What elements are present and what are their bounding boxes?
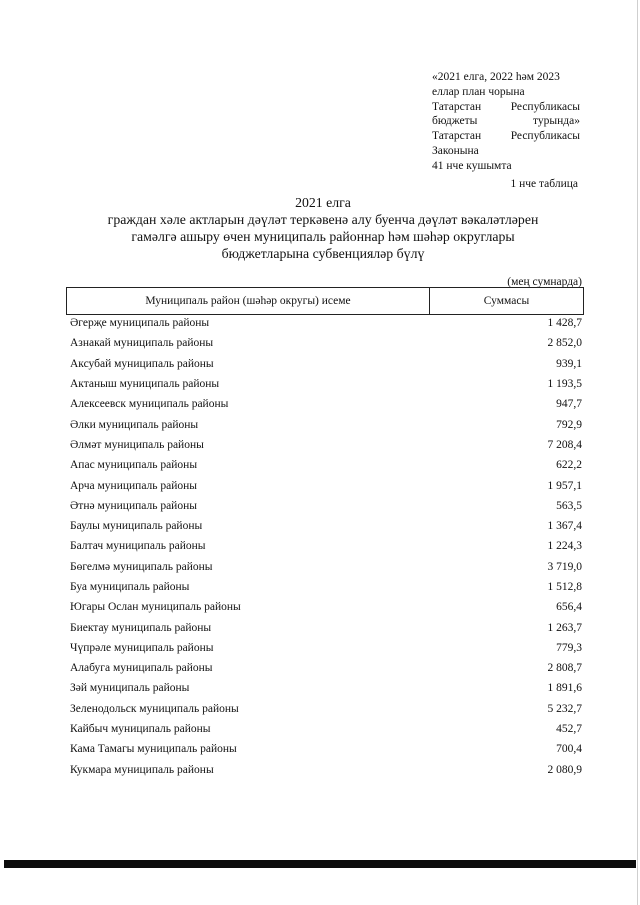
title-line-3: гамәлгә ашыру өчен муниципаль районнар һәм шәһәр округлары [131, 229, 515, 244]
row-name: Зеленодольск муниципаль районы [70, 702, 239, 715]
row-amount: 5 232,7 [547, 702, 582, 715]
row-amount: 1 193,5 [547, 378, 582, 391]
table-row [70, 516, 582, 536]
table-row [70, 475, 582, 495]
appendix-line-6: Законына [432, 144, 479, 157]
row-amount: 1 428,7 [547, 317, 582, 330]
table-row [70, 699, 582, 719]
table-row [70, 414, 582, 434]
table-row [70, 678, 582, 698]
table-number: 1 нче таблица [510, 178, 578, 190]
appendix-line-3 [432, 100, 580, 115]
table-body [70, 313, 582, 780]
row-name: Арча муниципаль районы [70, 479, 198, 492]
row-name: Алексеевск муниципаль районы [70, 398, 229, 411]
row-name: Алабуга муниципаль районы [70, 662, 213, 675]
row-amount: 1 891,6 [547, 682, 582, 695]
appendix-line-4-left: бюджеты [432, 115, 478, 128]
row-name: Апас муниципаль районы [70, 459, 198, 472]
table-row [70, 374, 582, 394]
table-row [70, 354, 582, 374]
scan-edge-bar [4, 860, 636, 868]
table-row [70, 536, 582, 556]
table-row [70, 760, 582, 780]
appendix-line-1: «2021 елга, 2022 һәм 2023 [432, 71, 560, 83]
appendix-note [432, 70, 580, 174]
row-name: Кукмара муниципаль районы [70, 763, 214, 776]
row-amount: 1 367,4 [547, 520, 582, 533]
row-name: Биектау муниципаль районы [70, 621, 212, 634]
row-name: Кайбыч муниципаль районы [70, 723, 211, 736]
row-amount: 563,5 [556, 499, 582, 512]
row-amount: 939,1 [556, 357, 582, 370]
table-row [70, 333, 582, 353]
row-name: Чүпрәле муниципаль районы [70, 641, 214, 654]
row-name: Әгерҗе муниципаль районы [70, 317, 210, 330]
row-name: Югары Ослан муниципаль районы [70, 601, 241, 614]
title-line-1: 2021 елга [295, 195, 351, 210]
row-amount: 700,4 [556, 743, 582, 756]
appendix-line-2: еллар план чорына [432, 85, 525, 98]
appendix-line-4 [432, 114, 580, 129]
row-name: Әтнә муниципаль районы [70, 499, 197, 512]
row-amount: 1 224,3 [547, 540, 582, 553]
title-line-2: граждан хәле актларын дәүләт теркәвенә алу буенча дәүләт вәкаләтләрен [107, 212, 539, 227]
table-row [70, 719, 582, 739]
row-name: Балтач муниципаль районы [70, 540, 206, 553]
row-amount: 2 808,7 [547, 662, 582, 675]
appendix-line-5-right: Республикасы [510, 130, 580, 143]
row-name: Кама Тамагы муниципаль районы [70, 743, 237, 756]
table-row [70, 394, 582, 414]
appendix-line-4-right: турында» [533, 115, 580, 128]
appendix-line-3-right: Республикасы [510, 100, 580, 113]
table-row [70, 617, 582, 637]
row-amount: 622,2 [556, 459, 582, 472]
scan-right-edge [637, 0, 638, 905]
row-name: Баулы муниципаль районы [70, 520, 203, 533]
row-amount: 779,3 [556, 641, 582, 654]
row-name: Әлки муниципаль районы [70, 418, 199, 431]
row-amount: 452,7 [556, 723, 582, 736]
table-row [70, 658, 582, 678]
row-amount: 947,7 [556, 398, 582, 411]
row-amount: 1 263,7 [547, 621, 582, 634]
row-name: Азнакай муниципаль районы [70, 337, 214, 350]
table-row [70, 435, 582, 455]
table-row [70, 313, 582, 333]
table-row [70, 455, 582, 475]
row-amount: 792,9 [556, 418, 582, 431]
row-name: Актаныш муниципаль районы [70, 378, 220, 391]
table-header [66, 287, 584, 315]
row-name: Зәй муниципаль районы [70, 682, 190, 695]
table-row [70, 496, 582, 516]
appendix-line-5-left: Татарстан [432, 130, 482, 143]
column-header-amount: Суммасы [483, 295, 530, 307]
table-row [70, 577, 582, 597]
row-amount: 1 957,1 [547, 479, 582, 492]
table-row [70, 557, 582, 577]
row-amount: 656,4 [556, 601, 582, 614]
row-amount: 3 719,0 [547, 560, 582, 573]
row-name: Әлмәт муниципаль районы [70, 438, 204, 451]
row-amount: 7 208,4 [547, 438, 582, 451]
table-row [70, 739, 582, 759]
row-amount: 2 080,9 [547, 763, 582, 776]
row-amount: 1 512,8 [547, 581, 582, 593]
row-name: Аксубай муниципаль районы [70, 357, 214, 370]
column-header-name: Муниципаль район (шәһәр округы) исеме [67, 288, 430, 314]
row-name: Бөгелмә муниципаль районы [70, 560, 213, 573]
appendix-line-7: 41 нче кушымта [432, 159, 512, 172]
row-amount: 2 852,0 [547, 337, 582, 350]
document-title [60, 194, 586, 262]
row-name: Буа муниципаль районы [70, 581, 190, 593]
appendix-line-3-left: Татарстан [432, 100, 482, 113]
table-row [70, 597, 582, 617]
table-row [70, 638, 582, 658]
title-line-4: бюджетларына субвенцияләр бүлү [221, 246, 425, 261]
appendix-line-5 [432, 129, 580, 144]
units-note: (мең сумнарда) [507, 276, 582, 288]
